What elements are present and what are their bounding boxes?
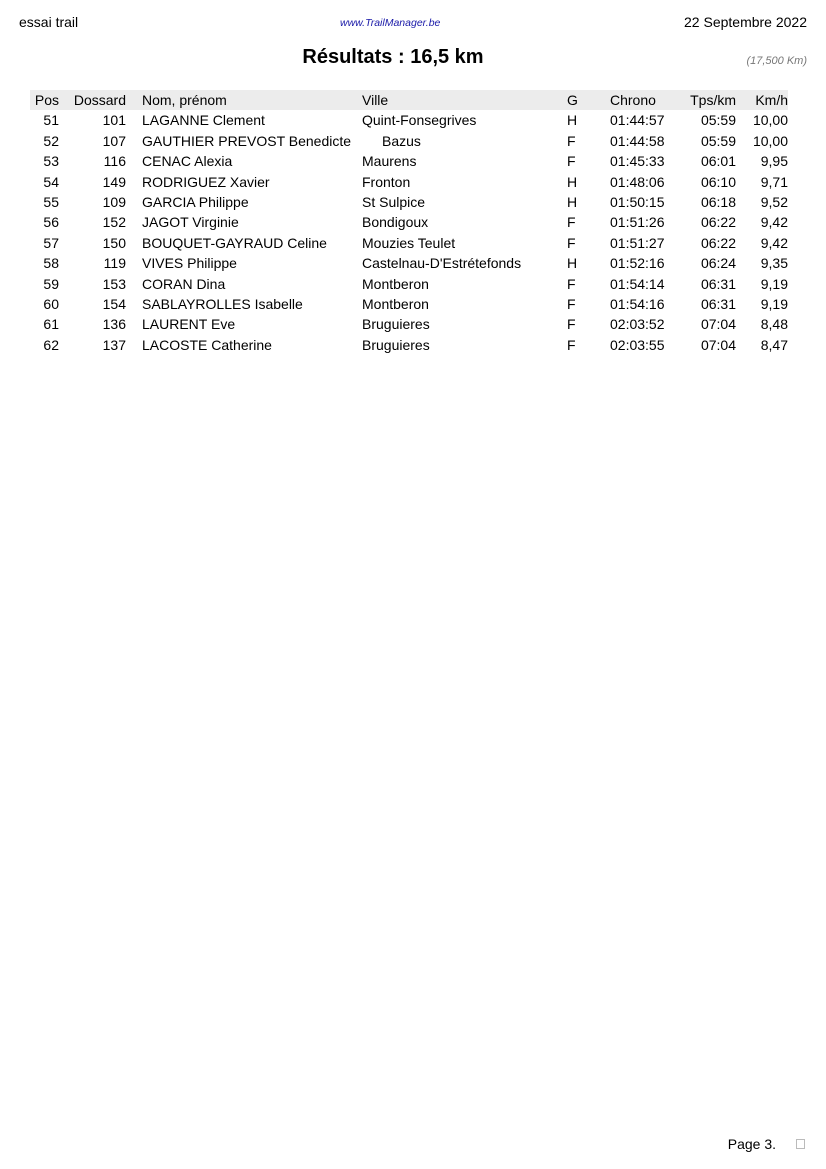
cell-chrono: 01:54:16	[610, 295, 665, 312]
col-ville: Ville	[362, 92, 389, 108]
table-row	[30, 172, 788, 192]
cell-dossard: 150	[102, 234, 126, 251]
cell-tps: 06:31	[700, 295, 736, 312]
cell-tps: 06:01	[700, 153, 736, 170]
cell-dossard: 137	[102, 336, 126, 353]
cell-ville: Fronton	[362, 173, 411, 190]
cell-kmh: 10,00	[752, 112, 788, 129]
cell-kmh: 9,52	[760, 193, 788, 210]
cell-pos: 53	[43, 153, 59, 170]
col-chrono: Chrono	[610, 92, 656, 108]
cell-tps: 07:04	[700, 316, 736, 333]
col-g: G	[567, 92, 578, 108]
cell-pos: 52	[43, 132, 59, 149]
cell-dossard: 152	[102, 214, 126, 231]
cell-chrono: 01:52:16	[610, 255, 665, 272]
cell-chrono: 01:44:58	[610, 132, 665, 149]
event-date: 22 Septembre 2022	[684, 14, 807, 30]
table-row	[30, 335, 788, 355]
table-row	[30, 192, 788, 212]
cell-nom: RODRIGUEZ Xavier	[142, 173, 270, 190]
cell-kmh: 8,47	[760, 336, 788, 353]
cell-dossard: 119	[103, 255, 126, 272]
cell-nom: LACOSTE Catherine	[142, 336, 272, 353]
col-tps: Tps/km	[690, 92, 736, 108]
cell-pos: 58	[43, 255, 59, 272]
cell-nom: GARCIA Philippe	[142, 193, 249, 210]
cell-dossard: 109	[102, 193, 126, 210]
cell-tps: 06:10	[700, 173, 736, 190]
cell-kmh: 9,35	[760, 255, 788, 272]
cell-nom: LAURENT Eve	[142, 316, 236, 333]
cell-dossard: 153	[102, 275, 126, 292]
cell-pos: 54	[43, 173, 59, 190]
cell-pos: 62	[43, 336, 59, 353]
table-row	[30, 274, 788, 294]
cell-g: H	[567, 193, 578, 210]
table-row	[30, 151, 788, 171]
cell-ville: St Sulpice	[362, 193, 426, 210]
col-dossard: Dossard	[73, 92, 126, 108]
cell-ville: Bazus	[382, 132, 421, 149]
cell-pos: 51	[43, 112, 59, 129]
cell-pos: 57	[43, 234, 59, 251]
cell-tps: 07:04	[700, 336, 736, 353]
cell-g: H	[567, 112, 578, 129]
cell-tps: 06:22	[700, 214, 736, 231]
cell-g: F	[567, 132, 576, 149]
cell-nom: GAUTHIER PREVOST Benedicte	[142, 132, 352, 149]
cell-g: F	[567, 295, 576, 312]
cell-dossard: 154	[102, 295, 126, 312]
cell-g: H	[567, 173, 578, 190]
cell-dossard: 101	[102, 112, 126, 129]
checkbox-icon	[796, 1139, 805, 1149]
cell-tps: 06:22	[700, 234, 736, 251]
cell-tps: 06:18	[700, 193, 736, 210]
cell-g: F	[567, 234, 576, 251]
cell-chrono: 02:03:55	[610, 336, 665, 353]
cell-kmh: 9,71	[760, 173, 788, 190]
cell-tps: 05:59	[700, 112, 736, 129]
cell-tps: 06:31	[700, 275, 736, 292]
cell-nom: CENAC Alexia	[142, 153, 233, 170]
table-row	[30, 212, 788, 232]
cell-tps: 05:59	[700, 132, 736, 149]
cell-dossard: 149	[102, 173, 126, 190]
cell-pos: 61	[43, 316, 59, 333]
cell-g: F	[567, 275, 576, 292]
cell-kmh: 8,48	[760, 316, 788, 333]
cell-ville: Maurens	[362, 153, 417, 170]
table-row	[30, 253, 788, 273]
cell-ville: Bruguieres	[362, 336, 430, 353]
cell-dossard: 107	[102, 132, 126, 149]
cell-nom: JAGOT Virginie	[142, 214, 239, 231]
cell-chrono: 01:44:57	[610, 112, 665, 129]
cell-chrono: 02:03:52	[610, 316, 665, 333]
table-row	[30, 110, 788, 130]
page-title: Résultats : 16,5 km	[302, 46, 484, 68]
cell-g: F	[567, 153, 576, 170]
cell-kmh: 9,42	[760, 234, 788, 251]
cell-dossard: 136	[102, 316, 126, 333]
cell-ville: Castelnau-D'Estrétefonds	[362, 255, 522, 272]
col-kmh: Km/h	[755, 92, 788, 108]
cell-ville: Bondigoux	[362, 214, 429, 231]
cell-pos: 55	[43, 193, 59, 210]
cell-pos: 56	[43, 214, 59, 231]
cell-pos: 60	[43, 295, 59, 312]
cell-kmh: 10,00	[752, 132, 788, 149]
cell-dossard: 116	[103, 153, 126, 170]
cell-nom: LAGANNE Clement	[142, 112, 265, 129]
results-table	[30, 90, 788, 355]
cell-ville: Montberon	[362, 275, 429, 292]
cell-kmh: 9,19	[760, 275, 788, 292]
cell-ville: Mouzies Teulet	[362, 234, 456, 251]
cell-g: F	[567, 336, 576, 353]
col-pos: Pos	[34, 92, 59, 108]
cell-kmh: 9,19	[760, 295, 788, 312]
cell-nom: CORAN Dina	[142, 275, 226, 292]
distance-label: (17,500 Km)	[746, 55, 807, 67]
cell-chrono: 01:51:27	[610, 234, 665, 251]
cell-chrono: 01:48:06	[610, 173, 665, 190]
cell-g: H	[567, 255, 578, 272]
cell-nom: SABLAYROLLES Isabelle	[142, 295, 303, 312]
event-name: essai trail	[19, 14, 79, 30]
cell-chrono: 01:50:15	[610, 193, 665, 210]
cell-chrono: 01:54:14	[610, 275, 665, 292]
table-row	[30, 131, 788, 151]
cell-nom: VIVES Philippe	[142, 255, 237, 272]
cell-kmh: 9,42	[760, 214, 788, 231]
cell-g: F	[567, 214, 576, 231]
cell-kmh: 9,95	[760, 153, 788, 170]
cell-chrono: 01:51:26	[610, 214, 665, 231]
table-header	[30, 90, 788, 110]
cell-pos: 59	[43, 275, 59, 292]
table-row	[30, 294, 788, 314]
cell-tps: 06:24	[700, 255, 736, 272]
col-nom: Nom, prénom	[142, 92, 227, 108]
cell-ville: Montberon	[362, 295, 429, 312]
table-body	[30, 110, 788, 355]
cell-chrono: 01:45:33	[610, 153, 665, 170]
cell-g: F	[567, 316, 576, 333]
cell-ville: Quint-Fonsegrives	[362, 112, 477, 129]
table-row	[30, 233, 788, 253]
page-number: Page 3.	[727, 1136, 776, 1152]
table-row	[30, 314, 788, 334]
cell-nom: BOUQUET-GAYRAUD Celine	[142, 234, 327, 251]
website-link[interactable]: www.TrailManager.be	[340, 17, 441, 29]
cell-ville: Bruguieres	[362, 316, 430, 333]
